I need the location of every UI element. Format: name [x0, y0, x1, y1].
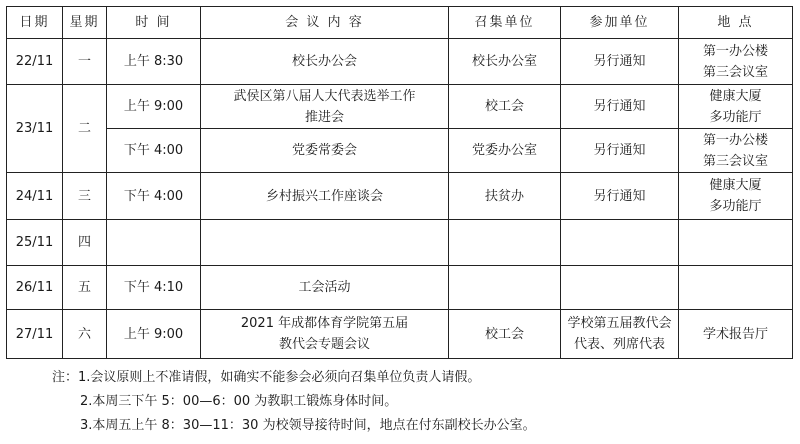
cell-date: 27/11	[7, 310, 63, 359]
cell-content: 2021 年成都体育学院第五届 教代会专题会议	[201, 310, 449, 359]
cell-participants: 另行通知	[561, 39, 679, 85]
cell-participants: 学校第五届教代会 代表、列席代表	[561, 310, 679, 359]
cell-date: 25/11	[7, 220, 63, 266]
cell-date: 24/11	[7, 173, 63, 220]
header-location: 地 点	[679, 7, 793, 39]
header-weekday: 星期	[63, 7, 107, 39]
cell-convener: 扶贫办	[449, 173, 561, 220]
cell-participants: 另行通知	[561, 173, 679, 220]
cell-convener: 校长办公室	[449, 39, 561, 85]
header-participants: 参加单位	[561, 7, 679, 39]
table-row	[7, 39, 793, 85]
cell-participants: 另行通知	[561, 85, 679, 129]
header-row	[7, 7, 793, 39]
cell-weekday: 四	[63, 220, 107, 266]
cell-location	[679, 266, 793, 310]
table-row	[7, 173, 793, 220]
table-row	[7, 220, 793, 266]
note-2: 2.本周三下午 5：00—6：00 为教职工锻炼身体时间。	[80, 394, 398, 409]
cell-location	[679, 220, 793, 266]
cell-location: 第一办公楼 第三会议室	[679, 129, 793, 173]
cell-content: 工会活动	[201, 266, 449, 310]
cell-date: 26/11	[7, 266, 63, 310]
cell-time	[107, 220, 201, 266]
cell-convener: 党委办公室	[449, 129, 561, 173]
cell-date: 23/11	[7, 85, 63, 173]
cell-time: 下午 4:10	[107, 266, 201, 310]
cell-time: 上午 9:00	[107, 85, 201, 129]
cell-content: 武侯区第八届人大代表选举工作 推进会	[201, 85, 449, 129]
cell-content: 党委常委会	[201, 129, 449, 173]
table-row	[7, 85, 793, 129]
cell-convener	[449, 220, 561, 266]
header-content: 会 议 内 容	[201, 7, 449, 39]
cell-content: 乡村振兴工作座谈会	[201, 173, 449, 220]
cell-convener: 校工会	[449, 310, 561, 359]
cell-location: 健康大厦 多功能厅	[679, 85, 793, 129]
cell-location: 学术报告厅	[679, 310, 793, 359]
note-3: 3.本周五上午 8：30—11：30 为校领导接待时间，地点在付东副校长办公室。	[80, 418, 536, 433]
cell-weekday: 一	[63, 39, 107, 85]
cell-weekday: 六	[63, 310, 107, 359]
cell-time: 上午 8:30	[107, 39, 201, 85]
cell-convener	[449, 266, 561, 310]
cell-time: 下午 4:00	[107, 129, 201, 173]
note-1: 注：1.会议原则上不准请假，如确实不能参会必须向召集单位负责人请假。	[52, 370, 481, 385]
cell-date: 22/11	[7, 39, 63, 85]
cell-weekday: 三	[63, 173, 107, 220]
cell-weekday: 二	[63, 85, 107, 173]
table-row	[7, 266, 793, 310]
header-convener: 召集单位	[449, 7, 561, 39]
cell-participants	[561, 266, 679, 310]
cell-location: 第一办公楼 第三会议室	[679, 39, 793, 85]
cell-content	[201, 220, 449, 266]
cell-location: 健康大厦 多功能厅	[679, 173, 793, 220]
cell-convener: 校工会	[449, 85, 561, 129]
header-time: 时 间	[107, 7, 201, 39]
cell-content: 校长办公会	[201, 39, 449, 85]
cell-time: 下午 4:00	[107, 173, 201, 220]
table-row	[7, 310, 793, 359]
header-date: 日期	[7, 7, 63, 39]
cell-time: 上午 9:00	[107, 310, 201, 359]
cell-participants	[561, 220, 679, 266]
cell-participants: 另行通知	[561, 129, 679, 173]
meeting-schedule-table	[6, 6, 793, 359]
notes-section	[52, 366, 536, 438]
table-row	[7, 129, 793, 173]
cell-weekday: 五	[63, 266, 107, 310]
